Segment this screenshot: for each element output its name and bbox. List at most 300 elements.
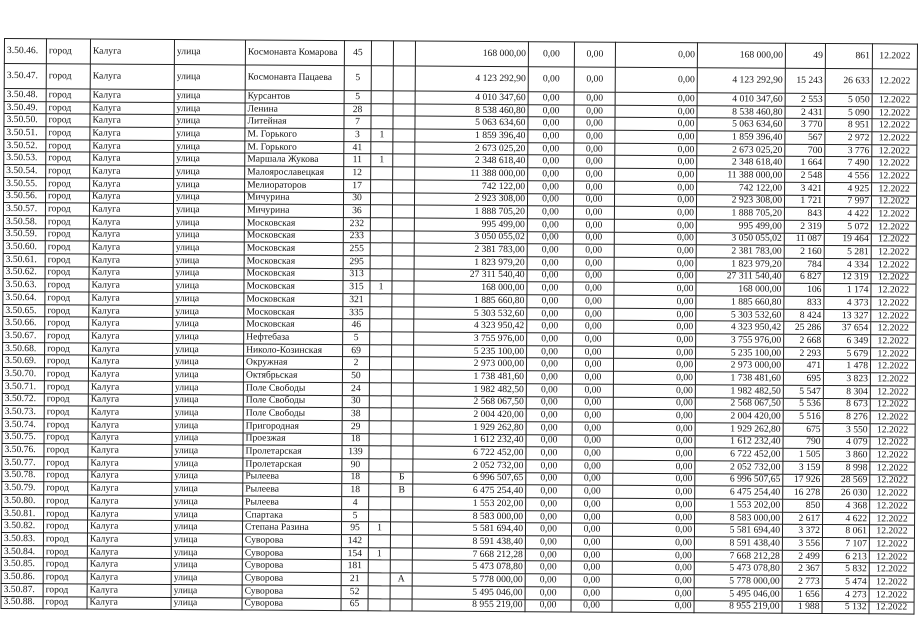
cost-part-1-cell: 0,00	[526, 485, 572, 498]
total-cost-cell: 8 583 000,00	[413, 510, 526, 523]
cost-part-2-cell: 0,00	[573, 219, 614, 232]
cost-part-2-cell: 0,00	[572, 384, 613, 397]
city-name-cell: Калуга	[89, 330, 173, 343]
row-number-cell: 3.50.74.	[2, 418, 44, 431]
cost-part-1-cell: 0,00	[526, 510, 572, 523]
city-name-cell: Калуга	[89, 229, 173, 242]
cost-part-2-cell: 0,00	[571, 561, 612, 574]
house-number-cell: 255	[343, 243, 370, 256]
area-value-1-cell: 3 770	[785, 119, 825, 132]
completion-date-cell: 12.2022	[869, 525, 914, 538]
completion-date-cell: 12.2022	[872, 119, 917, 132]
street-type-cell: улица	[174, 115, 245, 128]
settlement-type-cell: город	[45, 279, 89, 292]
cost-part-2-cell: 0,00	[572, 409, 613, 422]
cost-part-1-cell: 0,00	[528, 168, 574, 181]
row-number-cell: 3.50.49.	[4, 101, 46, 114]
house-number-cell: 321	[343, 294, 370, 307]
area-value-1-cell: 25 286	[784, 322, 824, 335]
completion-date-cell: 12.2022	[869, 576, 914, 589]
total-cost-cell: 2 052 732,00	[413, 459, 526, 472]
completion-date-cell: 12.2022	[871, 348, 916, 361]
grand-total-cell: 8 583 000,00	[695, 511, 783, 524]
house-number-cell: 38	[342, 408, 369, 421]
street-type-cell: улица	[173, 305, 244, 318]
cost-part-3-cell: 0,00	[613, 397, 695, 410]
street-name-cell: Московская	[244, 268, 343, 281]
area-value-2-cell: 4 273	[822, 588, 869, 601]
building-number-cell	[370, 205, 392, 218]
area-value-2-cell: 12 319	[824, 271, 871, 284]
street-type-cell: улица	[171, 597, 242, 610]
house-letter-cell	[390, 560, 412, 573]
street-type-cell: улица	[174, 128, 245, 141]
area-value-2-cell: 4 925	[825, 182, 872, 195]
settlement-type-cell: город	[43, 520, 87, 533]
area-value-2-cell: 4 368	[823, 500, 870, 513]
cost-part-3-cell: 0,00	[614, 321, 696, 334]
house-number-cell: 3	[344, 129, 371, 142]
house-number-cell: 315	[343, 281, 370, 294]
total-cost-cell: 6 475 254,40	[413, 484, 526, 497]
house-number-cell: 139	[342, 446, 369, 459]
total-cost-cell: 168 000,00	[414, 281, 527, 294]
grand-total-cell: 8 591 438,40	[694, 537, 782, 550]
house-letter-cell	[392, 281, 414, 294]
street-type-cell: улица	[172, 356, 243, 369]
area-value-2-cell: 37 654	[824, 322, 871, 335]
street-name-cell: Московская	[244, 318, 343, 331]
cost-part-1-cell: 0,00	[525, 587, 571, 600]
house-letter-cell	[391, 433, 413, 446]
city-name-cell: Калуга	[90, 64, 174, 90]
grand-total-cell: 6 996 507,65	[695, 473, 783, 486]
grand-total-cell: 995 499,00	[696, 220, 784, 233]
area-value-2-cell: 2 972	[825, 132, 872, 145]
area-value-2-cell: 26 030	[823, 487, 870, 500]
area-value-2-cell: 5 072	[824, 220, 871, 233]
area-value-2-cell: 6 349	[824, 335, 871, 348]
cost-part-3-cell: 0,00	[614, 257, 696, 270]
house-number-cell: 24	[342, 382, 369, 395]
street-type-cell: улица	[172, 407, 243, 420]
house-letter-cell	[392, 307, 414, 320]
house-letter-cell	[393, 167, 415, 180]
street-name-cell: Суворова	[242, 534, 341, 547]
house-number-cell: 69	[343, 344, 370, 357]
row-number-cell: 3.50.86.	[1, 571, 43, 584]
building-number-cell	[370, 268, 392, 281]
street-name-cell: Московская	[244, 242, 343, 255]
street-type-cell: улица	[171, 521, 242, 534]
street-name-cell: Мичурина	[244, 204, 343, 217]
city-name-cell: Калуга	[87, 584, 171, 597]
row-number-cell: 3.50.73.	[2, 406, 44, 419]
cost-part-2-cell: 0,00	[573, 320, 614, 333]
grand-total-cell: 5 581 694,40	[694, 524, 782, 537]
completion-date-cell: 12.2022	[869, 601, 914, 614]
cost-part-1-cell: 0,00	[527, 257, 573, 270]
cost-part-3-cell: 0,00	[615, 143, 697, 156]
area-value-1-cell: 5 516	[783, 410, 823, 423]
cost-part-1-cell: 0,00	[526, 498, 572, 511]
cost-part-1-cell: 0,00	[527, 231, 573, 244]
house-letter-cell	[392, 269, 414, 282]
area-value-1-cell: 5 536	[783, 398, 823, 411]
house-number-cell: 7	[344, 116, 371, 129]
row-number-cell: 3.50.81.	[2, 507, 44, 520]
area-value-2-cell: 4 334	[824, 258, 871, 271]
settlement-type-cell: город	[43, 596, 87, 609]
area-value-1-cell: 471	[783, 360, 823, 373]
city-name-cell: Калуга	[88, 394, 172, 407]
cost-part-2-cell: 0,00	[573, 270, 614, 283]
total-cost-cell: 7 668 212,28	[412, 548, 525, 561]
total-cost-cell: 2 973 000,00	[413, 357, 526, 370]
row-number-cell: 3.50.60.	[3, 241, 45, 254]
row-number-cell: 3.50.53.	[4, 152, 46, 165]
area-value-1-cell: 11 087	[784, 233, 824, 246]
total-cost-cell: 11 388 000,00	[415, 167, 528, 180]
area-value-1-cell: 2 431	[785, 106, 825, 119]
cost-part-2-cell: 0,00	[572, 511, 613, 524]
cost-part-2-cell: 0,00	[574, 130, 615, 143]
house-number-cell: 5	[343, 332, 370, 345]
house-number-cell: 29	[342, 420, 369, 433]
area-value-1-cell: 1 656	[782, 588, 822, 601]
area-value-2-cell: 28 569	[823, 474, 870, 487]
cost-part-1-cell: 0,00	[527, 320, 573, 333]
settlement-type-cell: город	[44, 381, 88, 394]
cost-part-3-cell: 0,00	[612, 587, 694, 600]
settlement-type-cell: город	[46, 152, 90, 165]
street-type-cell: улица	[173, 343, 244, 356]
city-name-cell: Калуга	[90, 39, 174, 65]
area-value-2-cell: 8 998	[823, 461, 870, 474]
grand-total-cell: 6 722 452,00	[695, 448, 783, 461]
cost-part-1-cell: 0,00	[525, 536, 571, 549]
row-number-cell: 3.50.67.	[3, 330, 45, 343]
total-cost-cell: 8 955 219,00	[412, 599, 525, 612]
house-number-cell: 335	[343, 306, 370, 319]
building-number-cell	[371, 91, 393, 104]
row-number-cell: 3.50.84.	[1, 545, 43, 558]
cost-part-3-cell: 0,00	[613, 409, 695, 422]
settlement-type-cell: город	[45, 190, 89, 203]
settlement-type-cell: город	[46, 39, 90, 64]
city-name-cell: Калуга	[90, 140, 174, 153]
cost-part-2-cell: 0,00	[572, 396, 613, 409]
total-cost-cell: 5 581 694,40	[412, 522, 525, 535]
cost-part-3-cell: 0,00	[614, 333, 696, 346]
area-value-1-cell: 700	[785, 144, 825, 157]
street-name-cell: Пролетарская	[243, 458, 342, 471]
building-number-cell	[370, 306, 392, 319]
house-number-cell: 18	[342, 471, 369, 484]
house-number-cell: 2	[342, 357, 369, 370]
grand-total-cell: 742 122,00	[697, 182, 785, 195]
total-cost-cell: 2 348 618,40	[415, 154, 528, 167]
row-number-cell: 3.50.78.	[2, 469, 44, 482]
area-value-2-cell: 3 550	[823, 423, 870, 436]
cost-part-1-cell: 0,00	[527, 206, 573, 219]
city-name-cell: Калуга	[88, 368, 172, 381]
street-type-cell: улица	[174, 153, 245, 166]
total-cost-cell: 1 859 396,40	[415, 129, 528, 142]
street-type-cell: улица	[173, 280, 244, 293]
street-type-cell: улица	[173, 216, 244, 229]
house-number-cell: 5	[342, 509, 369, 522]
grand-total-cell: 1 885 660,80	[696, 296, 784, 309]
completion-date-cell: 12.2022	[869, 563, 914, 576]
area-value-2-cell: 3 776	[825, 144, 872, 157]
settlement-type-cell: город	[44, 457, 88, 470]
settlement-type-cell: город	[43, 546, 87, 559]
street-type-cell: улица	[172, 457, 243, 470]
building-number-cell	[370, 319, 392, 332]
cost-part-2-cell: 0,00	[574, 67, 615, 92]
completion-date-cell: 12.2022	[872, 170, 917, 183]
cost-part-3-cell: 0,00	[612, 524, 694, 537]
row-number-cell: 3.50.85.	[1, 558, 43, 571]
total-cost-cell: 995 499,00	[414, 218, 527, 231]
area-value-1-cell: 3 159	[783, 461, 823, 474]
area-value-1-cell: 695	[783, 372, 823, 385]
house-letter-cell	[392, 192, 414, 205]
cost-part-1-cell: 0,00	[527, 219, 573, 232]
house-letter-cell	[391, 459, 413, 472]
area-value-2-cell: 4 622	[823, 512, 870, 525]
row-number-cell: 3.50.61.	[3, 253, 45, 266]
cost-part-1-cell: 0,00	[528, 117, 574, 130]
grand-total-cell: 1 982 482,50	[695, 385, 783, 398]
completion-date-cell: 12.2022	[870, 360, 915, 373]
cost-part-1-cell: 0,00	[528, 142, 574, 155]
house-number-cell: 233	[343, 230, 370, 243]
cost-part-2-cell: 0,00	[572, 460, 613, 473]
row-number-cell: 3.50.83.	[1, 533, 43, 546]
cost-part-2-cell: 0,00	[571, 549, 612, 562]
area-value-1-cell: 49	[785, 43, 825, 68]
street-type-cell: улица	[173, 191, 244, 204]
area-value-1-cell: 1 721	[784, 195, 824, 208]
area-value-1-cell: 8 424	[784, 309, 824, 322]
area-value-2-cell: 8 061	[822, 525, 869, 538]
house-number-cell: 45	[344, 41, 371, 66]
grand-total-cell: 1 859 396,40	[697, 131, 785, 144]
building-number-cell	[371, 141, 393, 154]
house-number-cell: 30	[343, 192, 370, 205]
cost-part-1-cell: 0,00	[526, 460, 572, 473]
building-number-cell	[369, 509, 391, 522]
row-number-cell: 3.50.46.	[4, 39, 46, 64]
grand-total-cell: 1 823 979,20	[696, 258, 784, 271]
house-letter-cell	[393, 154, 415, 167]
cost-part-1-cell: 0,00	[526, 371, 572, 384]
grand-total-cell: 1 738 481,60	[695, 372, 783, 385]
grand-total-cell: 8 955 219,00	[694, 600, 782, 613]
settlement-type-cell: город	[46, 114, 90, 127]
grand-total-cell: 2 348 618,40	[697, 156, 785, 169]
completion-date-cell: 12.2022	[871, 297, 916, 310]
cost-part-1-cell: 0,00	[525, 523, 571, 536]
grand-total-cell: 5 495 046,00	[694, 588, 782, 601]
street-type-cell: улица	[174, 140, 245, 153]
house-number-cell: 5	[344, 66, 371, 91]
row-number-cell: 3.50.54.	[4, 165, 46, 178]
house-letter-cell	[391, 370, 413, 383]
cost-part-2-cell: 0,00	[572, 422, 613, 435]
cost-part-3-cell: 0,00	[615, 181, 697, 194]
area-value-1-cell: 3 421	[785, 182, 825, 195]
settlement-type-cell: город	[44, 393, 88, 406]
city-name-cell: Калуга	[88, 432, 172, 445]
street-type-cell: улица	[171, 559, 242, 572]
area-value-2-cell: 3 823	[823, 373, 870, 386]
row-number-cell: 3.50.66.	[3, 317, 45, 330]
total-cost-cell: 1 982 482,50	[413, 383, 526, 396]
street-name-cell: Пригородная	[243, 420, 342, 433]
street-type-cell: улица	[174, 90, 245, 103]
area-value-2-cell: 4 373	[824, 297, 871, 310]
house-letter-cell	[393, 66, 415, 91]
total-cost-cell: 8 538 460,80	[415, 104, 528, 117]
row-number-cell: 3.50.76.	[2, 444, 44, 457]
building-number-cell	[370, 256, 392, 269]
building-number-cell	[369, 497, 391, 510]
house-number-cell: 18	[342, 484, 369, 497]
row-number-cell: 3.50.58.	[3, 215, 45, 228]
cost-part-1-cell: 0,00	[527, 307, 573, 320]
area-value-1-cell: 5 547	[783, 385, 823, 398]
grand-total-cell: 4 123 292,90	[697, 68, 785, 94]
settlement-type-cell: город	[45, 266, 89, 279]
house-number-cell: 52	[341, 585, 368, 598]
house-number-cell: 21	[341, 573, 368, 586]
settlement-type-cell: город	[46, 127, 90, 140]
area-value-1-cell: 16 278	[783, 487, 823, 500]
cost-part-2-cell: 0,00	[574, 168, 615, 181]
city-name-cell: Калуга	[90, 152, 174, 165]
cost-part-2-cell: 0,00	[573, 346, 614, 359]
house-number-cell: 65	[341, 598, 368, 611]
settlement-type-cell: город	[45, 343, 89, 356]
cost-part-2-cell: 0,00	[572, 485, 613, 498]
cost-part-3-cell: 0,00	[614, 194, 696, 207]
building-number-cell	[368, 560, 390, 573]
street-name-cell: Суворова	[242, 559, 341, 572]
completion-date-cell: 12.2022	[871, 284, 916, 297]
area-value-2-cell: 4 079	[823, 436, 870, 449]
city-name-cell: Калуга	[89, 343, 173, 356]
house-letter-cell	[393, 91, 415, 104]
building-number-cell: 1	[368, 522, 390, 535]
building-number-cell	[370, 218, 392, 231]
settlement-type-cell: город	[45, 203, 89, 216]
street-name-cell: Нефтебаза	[244, 331, 343, 344]
area-value-2-cell: 13 327	[824, 309, 871, 322]
total-cost-cell: 1 823 979,20	[414, 256, 527, 269]
house-letter-cell	[390, 586, 412, 599]
area-value-1-cell: 2 160	[784, 246, 824, 259]
area-value-1-cell: 2 668	[784, 334, 824, 347]
house-letter-cell	[392, 319, 414, 332]
building-number-cell	[368, 598, 390, 611]
cost-part-3-cell: 0,00	[612, 536, 694, 549]
street-type-cell: улица	[174, 166, 245, 179]
street-name-cell: Окружная	[243, 356, 342, 369]
street-name-cell: Поле Свободы	[243, 394, 342, 407]
house-letter-cell	[391, 497, 413, 510]
completion-date-cell: 12.2022	[871, 246, 916, 259]
row-number-cell: 3.50.59.	[3, 228, 45, 241]
total-cost-cell: 1 929 262,80	[413, 421, 526, 434]
house-number-cell: 232	[343, 217, 370, 230]
street-type-cell: улица	[172, 394, 243, 407]
area-value-2-cell: 5 132	[822, 601, 869, 614]
total-cost-cell: 27 311 540,40	[414, 269, 527, 282]
settlement-type-cell: город	[46, 178, 90, 191]
grand-total-cell: 5 778 000,00	[694, 575, 782, 588]
city-name-cell: Калуга	[89, 267, 173, 280]
house-number-cell: 181	[341, 560, 368, 573]
cost-part-1-cell: 0,00	[528, 92, 574, 105]
total-cost-cell: 5 473 078,80	[412, 560, 525, 573]
grand-total-cell: 4 323 950,42	[696, 321, 784, 334]
area-value-2-cell: 26 633	[825, 69, 872, 94]
cost-part-2-cell: 0,00	[572, 435, 613, 448]
grand-total-cell: 5 303 532,60	[696, 308, 784, 321]
city-name-cell: Калуга	[89, 191, 173, 204]
cost-part-1-cell: 0,00	[527, 193, 573, 206]
total-cost-cell: 5 303 532,60	[414, 307, 527, 320]
row-number-cell: 3.50.70.	[2, 368, 44, 381]
settlement-type-cell: город	[44, 431, 88, 444]
city-name-cell: Калуга	[87, 571, 171, 584]
cost-part-2-cell: 0,00	[573, 193, 614, 206]
area-value-1-cell: 833	[784, 296, 824, 309]
street-type-cell: улица	[171, 534, 242, 547]
cost-part-1-cell: 0,00	[527, 244, 573, 257]
completion-date-cell: 12.2022	[871, 233, 916, 246]
cost-part-2-cell: 0,00	[571, 574, 612, 587]
city-name-cell: Калуга	[90, 114, 174, 127]
house-number-cell: 142	[341, 535, 368, 548]
house-number-cell: 12	[344, 167, 371, 180]
grand-total-cell: 5 235 100,00	[696, 346, 784, 359]
street-name-cell: Маршала Жукова	[245, 153, 344, 166]
cost-part-2-cell: 0,00	[574, 92, 615, 105]
city-name-cell: Калуга	[90, 127, 174, 140]
street-name-cell: Литейная	[245, 115, 344, 128]
city-name-cell: Калуга	[90, 165, 174, 178]
cost-part-2-cell: 0,00	[572, 371, 613, 384]
building-number-cell	[371, 103, 393, 116]
total-cost-cell: 4 323 950,42	[414, 319, 527, 332]
cost-part-3-cell: 0,00	[613, 371, 695, 384]
cost-part-2-cell: 0,00	[572, 498, 613, 511]
city-name-cell: Калуга	[89, 254, 173, 267]
cost-part-2-cell: 0,00	[573, 244, 614, 257]
city-name-cell: Калуга	[89, 279, 173, 292]
cost-part-3-cell: 0,00	[615, 168, 697, 181]
grand-total-cell: 2 052 732,00	[695, 461, 783, 474]
row-number-cell: 3.50.65.	[3, 304, 45, 317]
grand-total-cell: 2 923 308,00	[696, 194, 784, 207]
street-name-cell: Московская	[244, 217, 343, 230]
city-name-cell: Калуга	[88, 406, 172, 419]
city-name-cell: Калуга	[88, 457, 172, 470]
